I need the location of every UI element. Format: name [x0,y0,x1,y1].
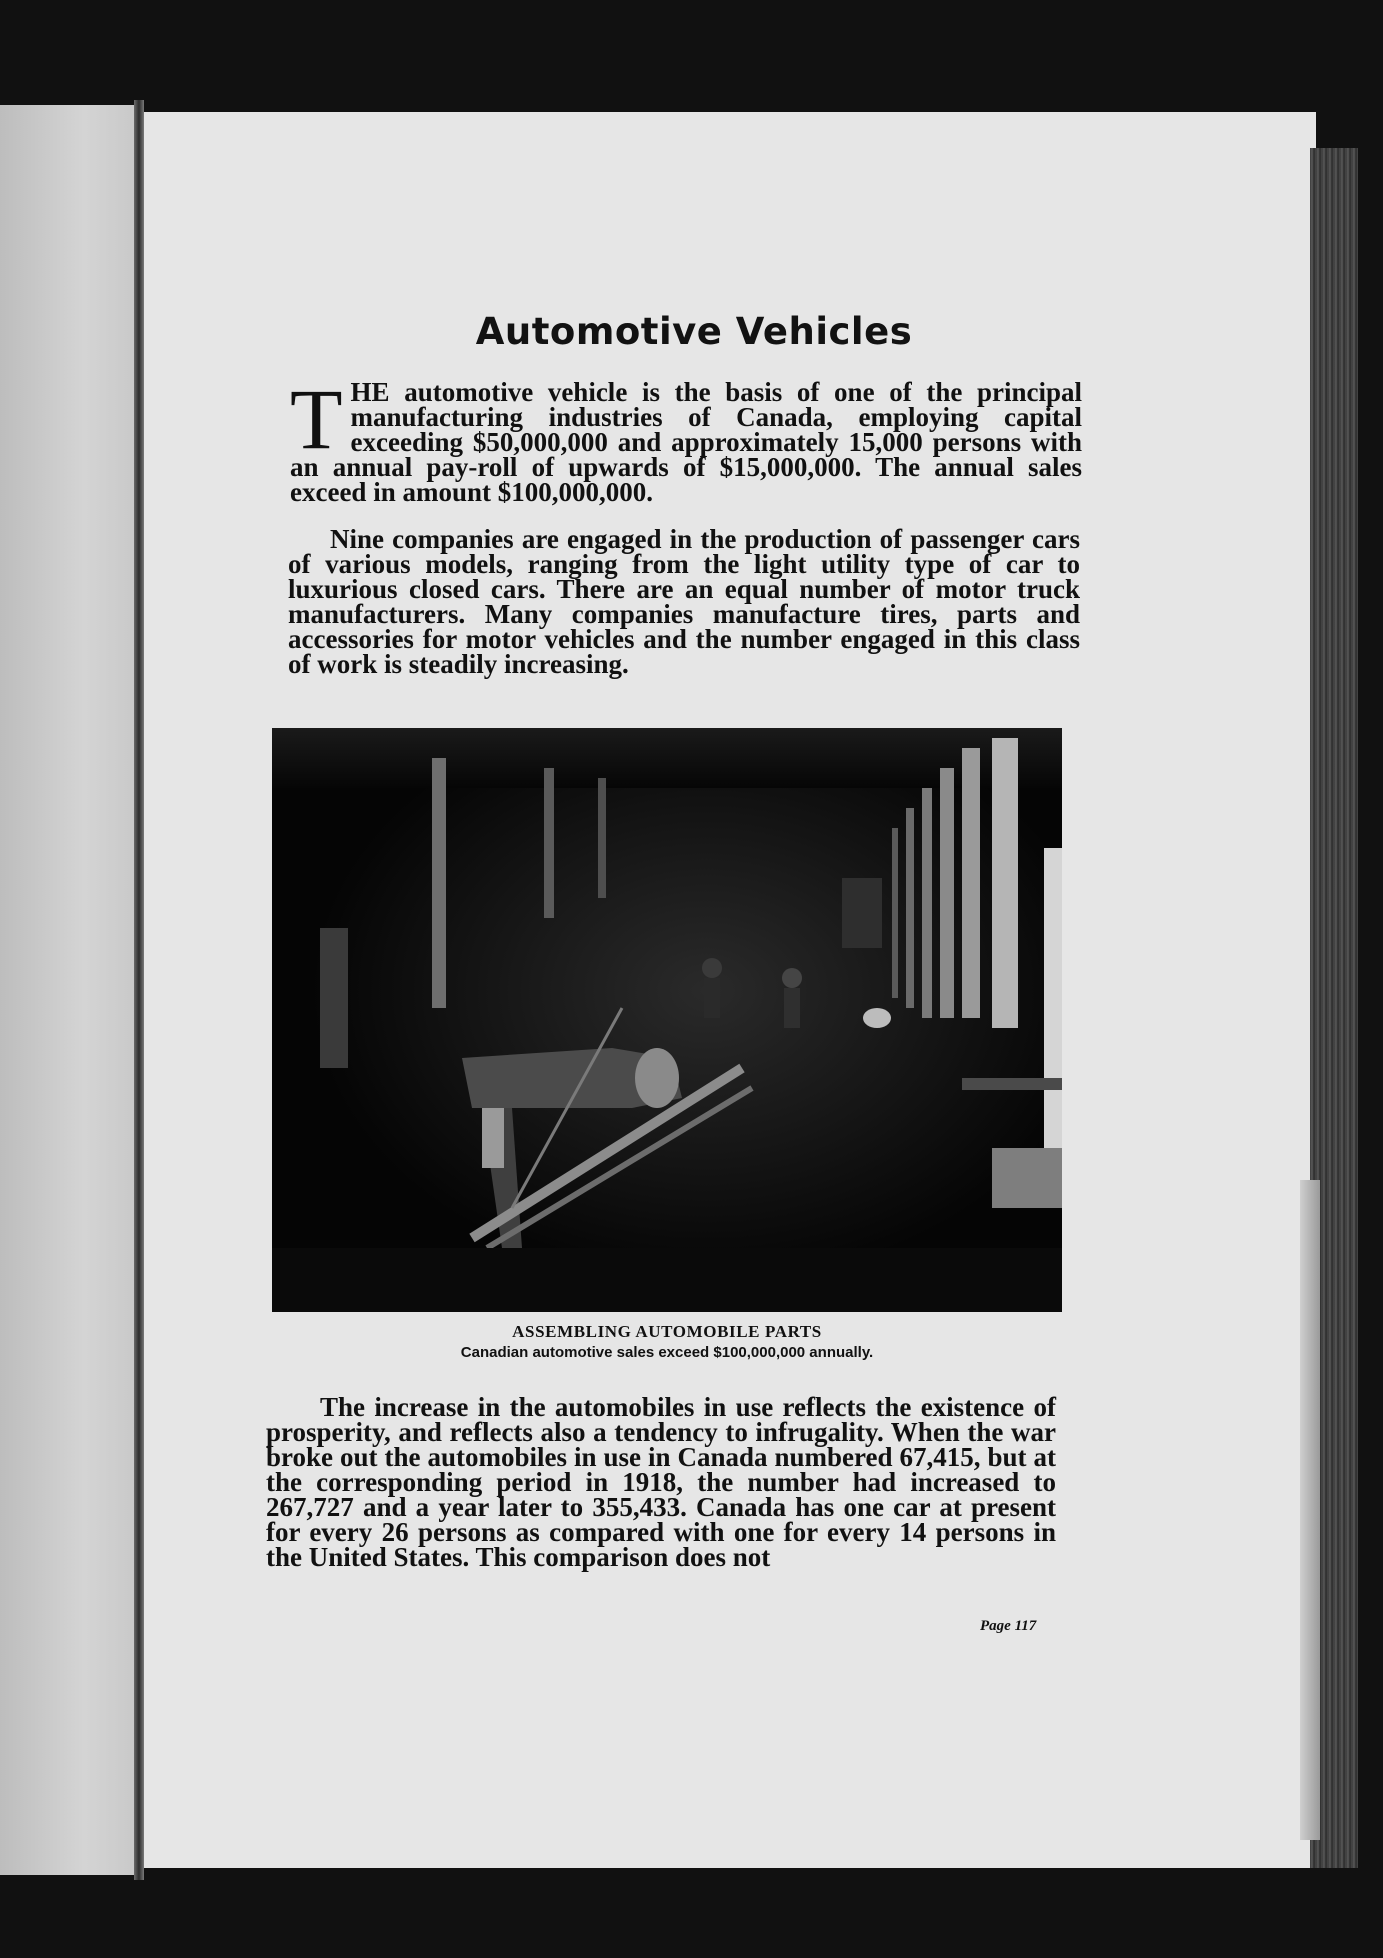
page-number: Page 117 [980,1618,1037,1634]
page-title: Automotive Vehicles [475,310,913,353]
drop-cap: T [290,371,343,467]
factory-photo-illustration [272,728,1062,1312]
photo-caption-title: ASSEMBLING AUTOMOBILE PARTS [512,1322,822,1341]
left-facing-page [0,105,140,1875]
intro-text: HE automotive vehicle is the basis of one of the principal manufacturing industries of Canada, employing capital exceeding $50,000,000 and approximately 15,000 persons with an annual pay-roll of upwards of $15,000,000. The annual sales exceed in amount $100,000,000. [290,377,1082,507]
paragraph-automobiles-in-use: The increase in the automobiles in use reflects the existence of prosperity, and reflects also a tendency to infrugality. When the war broke out the automobiles in use in Canada numbered 67,415, but at the corresponding period in 1918, the number had increased to 267,727 and a year later to 355,433. Canada has one car at present for every 26 persons as compared with one for every 14 persons in the United States. This comparison does not [266,1392,1056,1572]
page-stack-edge-light [1300,1180,1320,1840]
paragraph-companies: Nine companies are engaged in the production of passenger cars of various models, ranging from the light utility type of car to luxurious closed cars. There are an equal number of motor truck manufacturers. Many companies manufacture tires, parts and accessories for motor vehicles and the number engaged in this class of work is steadily increasing. [288,524,1080,679]
intro-paragraph [290,371,1082,507]
book-gutter [134,100,144,1880]
photo-caption-text: Canadian automotive sales exceed $100,000,000 annually. [460,1344,874,1361]
factory-photo [272,728,1062,1312]
